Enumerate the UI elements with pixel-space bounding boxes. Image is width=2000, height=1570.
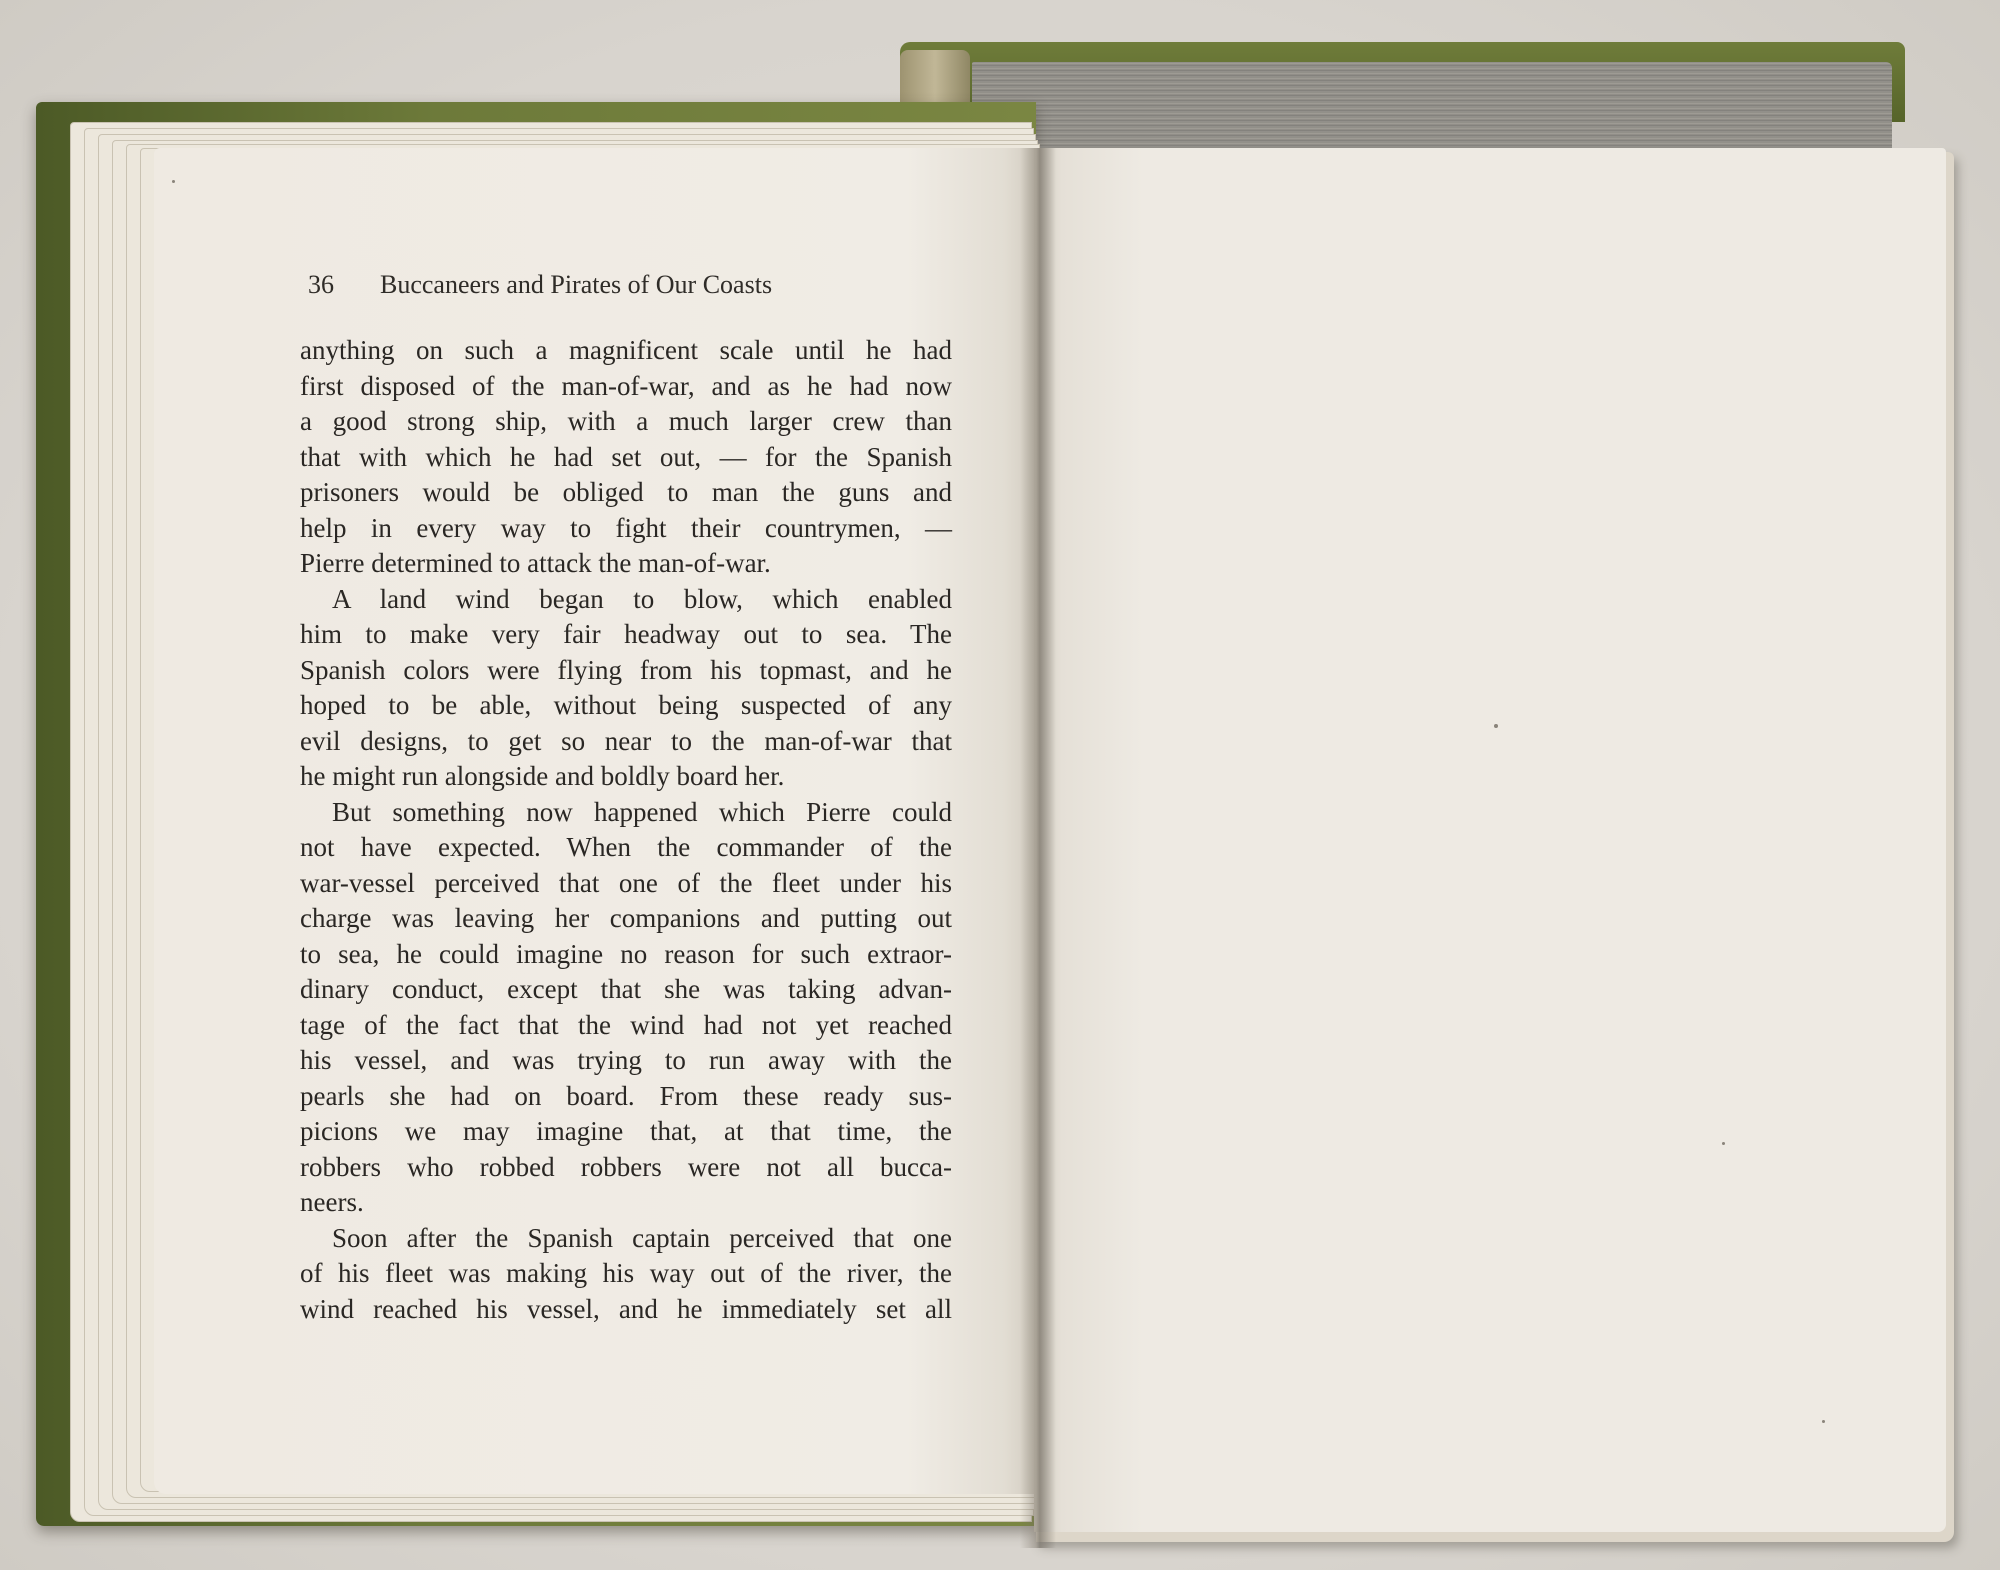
running-head (308, 270, 908, 300)
text-line: robbers who robbed robbers were not all bucca- (300, 1151, 952, 1182)
text-line: evil designs, to get so near to the man-of-war that (300, 725, 952, 756)
text-line: to sea, he could imagine no reason for such extraor- (300, 938, 952, 969)
text-line: A land wind began to blow, which enabled (332, 583, 952, 614)
text-line: hoped to be able, without being suspected of any (300, 690, 952, 720)
text-line: wind reached his vessel, and he immediately set all (300, 1293, 952, 1324)
text-line: tage of the fact that the wind had not yet reached (300, 1009, 952, 1040)
paper-speck (1722, 1142, 1725, 1145)
text-line: a good strong ship, with a much larger crew than (300, 406, 952, 436)
text-line: picions we may imagine that, at that time, the (300, 1116, 952, 1146)
text-line: dinary conduct, except that she was taking advan- (300, 974, 952, 1004)
text-line: not have expected. When the commander of the (300, 832, 952, 862)
text-line: But something now happened which Pierre could (332, 796, 952, 827)
text-line: that with which he had set out, — for the Spanish (300, 441, 952, 472)
text-line: neers. (300, 1187, 364, 1217)
text-line: charge was leaving her companions and putting out (300, 903, 952, 933)
text-line: help in every way to fight their countrymen, — (300, 512, 952, 543)
text-line: Soon after the Spanish captain perceived that one (332, 1222, 952, 1253)
page-block-edges (972, 62, 1892, 154)
text-line: him to make very fair headway out to sea. The (300, 619, 952, 649)
text-line: anything on such a magnificent scale until he had (300, 335, 952, 365)
text-line: first disposed of the man-of-war, and as he had now (300, 370, 952, 401)
text-line: Spanish colors were flying from his topmast, and he (300, 654, 952, 685)
text-line: he might run alongside and boldly board her. (300, 761, 785, 791)
paper-speck (1822, 1420, 1825, 1423)
text-line: war-vessel perceived that one of the fleet under his (300, 867, 952, 898)
right-page-blank (1034, 148, 1946, 1532)
text-line: of his fleet was making his way out of the river, the (300, 1258, 952, 1288)
paper-speck (1494, 724, 1498, 728)
text-line: pearls she had on board. From these ready sus- (300, 1080, 952, 1111)
page-number: 36 (308, 270, 334, 299)
text-line: prisoners would be obliged to man the guns and (300, 477, 952, 507)
paper-speck (172, 180, 175, 183)
text-line: his vessel, and was trying to run away with the (300, 1045, 952, 1075)
book-gutter (1020, 148, 1056, 1548)
text-line: Pierre determined to attack the man-of-war. (300, 548, 771, 578)
book-title: Buccaneers and Pirates of Our Coasts (380, 270, 773, 299)
